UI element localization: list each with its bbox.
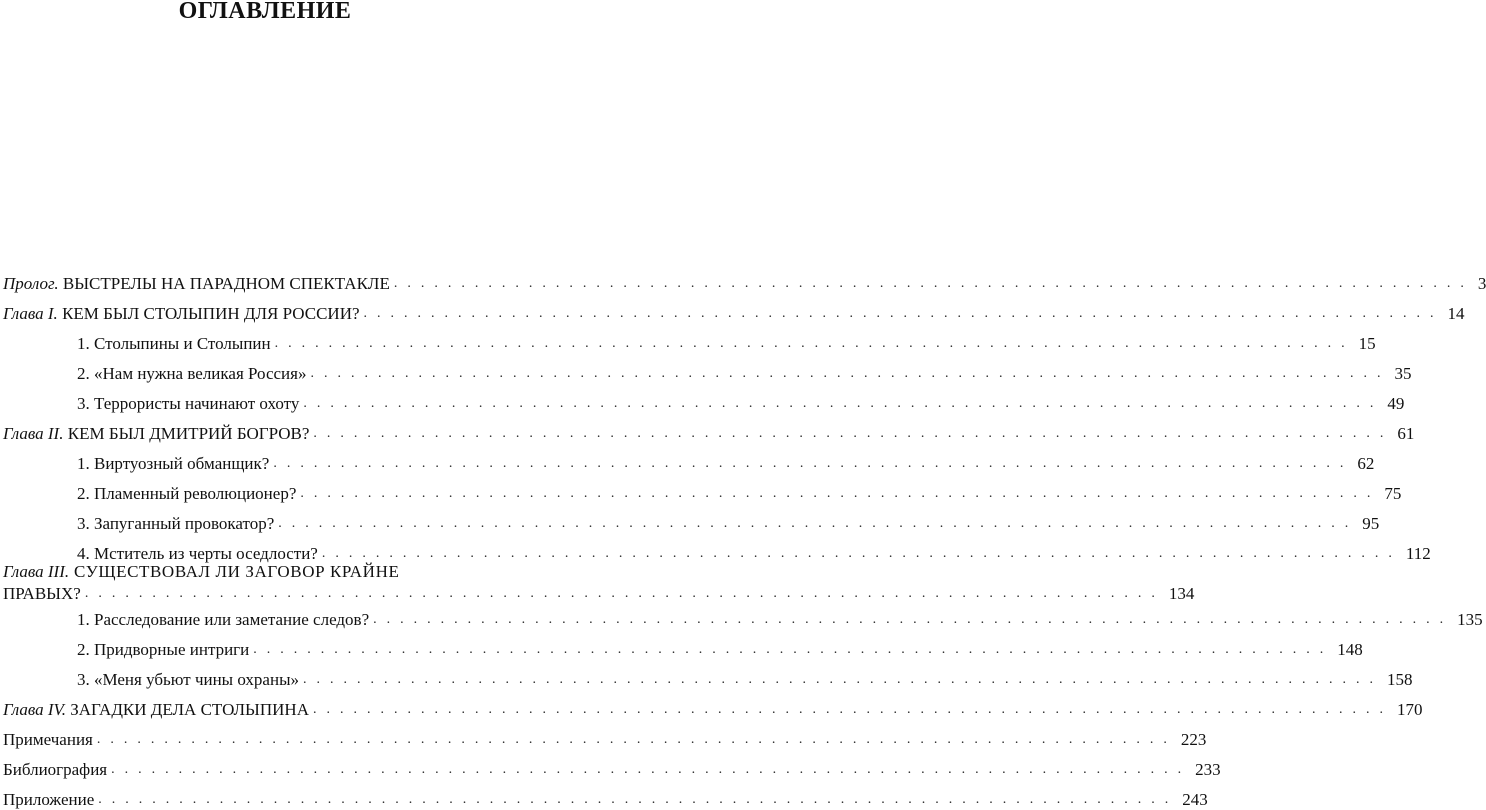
toc-page-number: 223 — [1180, 730, 1207, 749]
toc-title: Приложение — [3, 790, 95, 809]
dot-leader: ................................................................................ — [98, 792, 1179, 807]
toc-page-number: 61 — [1397, 424, 1415, 443]
toc-label — [77, 514, 274, 534]
toc-title: 3. «Меня убьют чины охраны» — [77, 670, 299, 689]
toc-title: 3. Террористы начинают охоту — [77, 394, 300, 413]
toc-label — [3, 304, 360, 324]
toc-label — [77, 610, 369, 630]
toc-title: 1. Расследование или заметание следов? — [77, 610, 370, 629]
toc-title: Библиография — [3, 760, 108, 779]
toc-label — [77, 454, 269, 474]
toc-page-number: 3 — [1477, 274, 1486, 293]
toc-label — [77, 364, 306, 384]
toc-title: Примечания — [3, 730, 93, 749]
toc-label — [77, 544, 318, 564]
dot-leader: ................................................................................ — [363, 306, 1444, 321]
toc-page-number: 158 — [1387, 670, 1413, 689]
page-title: ОГЛАВЛЕНИЕ — [178, 0, 352, 24]
toc-prefix: Глава III. — [3, 562, 70, 581]
dot-leader: ................................................................................ — [310, 366, 1391, 381]
toc-page-number: 15 — [1358, 334, 1376, 353]
dot-leader: ................................................................................ — [321, 546, 1402, 561]
toc-title: 2. «Нам нужна великая Россия» — [77, 364, 307, 383]
toc-label — [77, 484, 296, 504]
toc-entry[interactable] — [3, 298, 1465, 324]
toc-entry[interactable] — [3, 754, 1221, 780]
dot-leader: ................................................................................ — [313, 426, 1394, 441]
toc-entry[interactable] — [3, 694, 1423, 720]
toc-label — [77, 640, 249, 660]
toc-section-entry[interactable] — [77, 664, 1413, 690]
toc-page-number: 134 — [1168, 584, 1195, 603]
toc-page-number: 112 — [1405, 544, 1431, 563]
dot-leader: ................................................................................ — [393, 276, 1474, 291]
toc-title: ЗАГАДКИ ДЕЛА СТОЛЫПИНА — [66, 700, 309, 719]
toc-page-number: 170 — [1396, 700, 1423, 719]
dot-leader: ................................................................................ — [274, 336, 1355, 351]
toc-prefix: Глава II. — [3, 424, 64, 443]
toc-label — [77, 670, 299, 690]
toc-section-entry[interactable] — [77, 388, 1405, 414]
dot-leader: ................................................................................ — [278, 516, 1359, 531]
toc-page-number: 95 — [1362, 514, 1380, 533]
toc-page-number: 14 — [1447, 304, 1465, 323]
toc-prefix: Пролог. — [3, 274, 59, 293]
toc-label — [3, 274, 390, 294]
toc-title: ВЫСТРЕЛЫ НА ПАРАДНОМ СПЕКТАКЛЕ — [58, 274, 390, 293]
toc-section-entry[interactable] — [77, 328, 1376, 354]
dot-leader: ................................................................................ — [253, 642, 1334, 657]
toc-title: СУЩЕСТВОВАЛ ЛИ ЗАГОВОР КРАЙНЕ — [69, 562, 400, 581]
dot-leader: ................................................................................ — [84, 586, 1165, 601]
toc-section-entry[interactable] — [77, 358, 1412, 384]
toc-label — [3, 730, 93, 750]
toc-section-entry[interactable] — [77, 538, 1431, 564]
toc-entry[interactable] — [3, 724, 1207, 750]
dot-leader: ................................................................................ — [303, 672, 1383, 687]
toc-page-number: 62 — [1357, 454, 1375, 473]
toc-title: 1. Столыпины и Столыпин — [77, 334, 271, 353]
toc-section-entry[interactable] — [77, 604, 1483, 630]
toc-title: 2. Придворные интриги — [77, 640, 250, 659]
toc-page-number: 135 — [1457, 610, 1483, 629]
toc-title: КЕМ БЫЛ СТОЛЫПИН ДЛЯ РОССИИ? — [57, 304, 360, 323]
dot-leader: ................................................................................ — [273, 456, 1354, 471]
toc-entry[interactable] — [3, 418, 1415, 444]
toc-prefix: Глава I. — [3, 304, 58, 323]
dot-leader: ................................................................................ — [373, 612, 1454, 627]
toc-page-number: 35 — [1394, 364, 1412, 383]
toc-entry[interactable] — [3, 784, 1208, 810]
toc-entry[interactable] — [3, 578, 1195, 604]
toc-section-entry[interactable] — [77, 448, 1375, 474]
toc-page-number: 49 — [1387, 394, 1405, 413]
toc-title: 3. Запуганный провокатор? — [77, 514, 275, 533]
toc-label — [77, 334, 271, 354]
toc-label — [3, 700, 309, 720]
toc-section-entry[interactable] — [77, 508, 1380, 534]
toc-label — [3, 790, 94, 810]
toc-section-entry[interactable] — [77, 478, 1402, 504]
toc-page-number: 75 — [1384, 484, 1402, 503]
toc-section-entry[interactable] — [77, 634, 1363, 660]
toc-page-number: 243 — [1182, 790, 1208, 809]
toc-label — [77, 394, 299, 414]
dot-leader: ................................................................................ — [300, 486, 1381, 501]
toc-page-number: 148 — [1337, 640, 1363, 659]
dot-leader: ................................................................................ — [303, 396, 1384, 411]
toc-entry[interactable] — [3, 268, 1486, 294]
toc-title: КЕМ БЫЛ ДМИТРИЙ БОГРОВ? — [63, 424, 310, 443]
toc-page-number: 233 — [1195, 760, 1221, 779]
toc-label — [3, 424, 309, 444]
toc-prefix: Глава IV. — [3, 700, 67, 719]
toc-title: 2. Пламенный революционер? — [77, 484, 297, 503]
toc-label — [3, 760, 107, 780]
toc-title-continued: ПРАВЫХ? — [3, 584, 81, 603]
toc-title: 4. Мститель из черты оседлости? — [77, 544, 318, 563]
dot-leader: ................................................................................ — [96, 732, 1177, 747]
toc-title: 1. Виртуозный обманщик? — [77, 454, 270, 473]
dot-leader: ................................................................................ — [111, 762, 1192, 777]
dot-leader: ................................................................................ — [312, 702, 1393, 717]
